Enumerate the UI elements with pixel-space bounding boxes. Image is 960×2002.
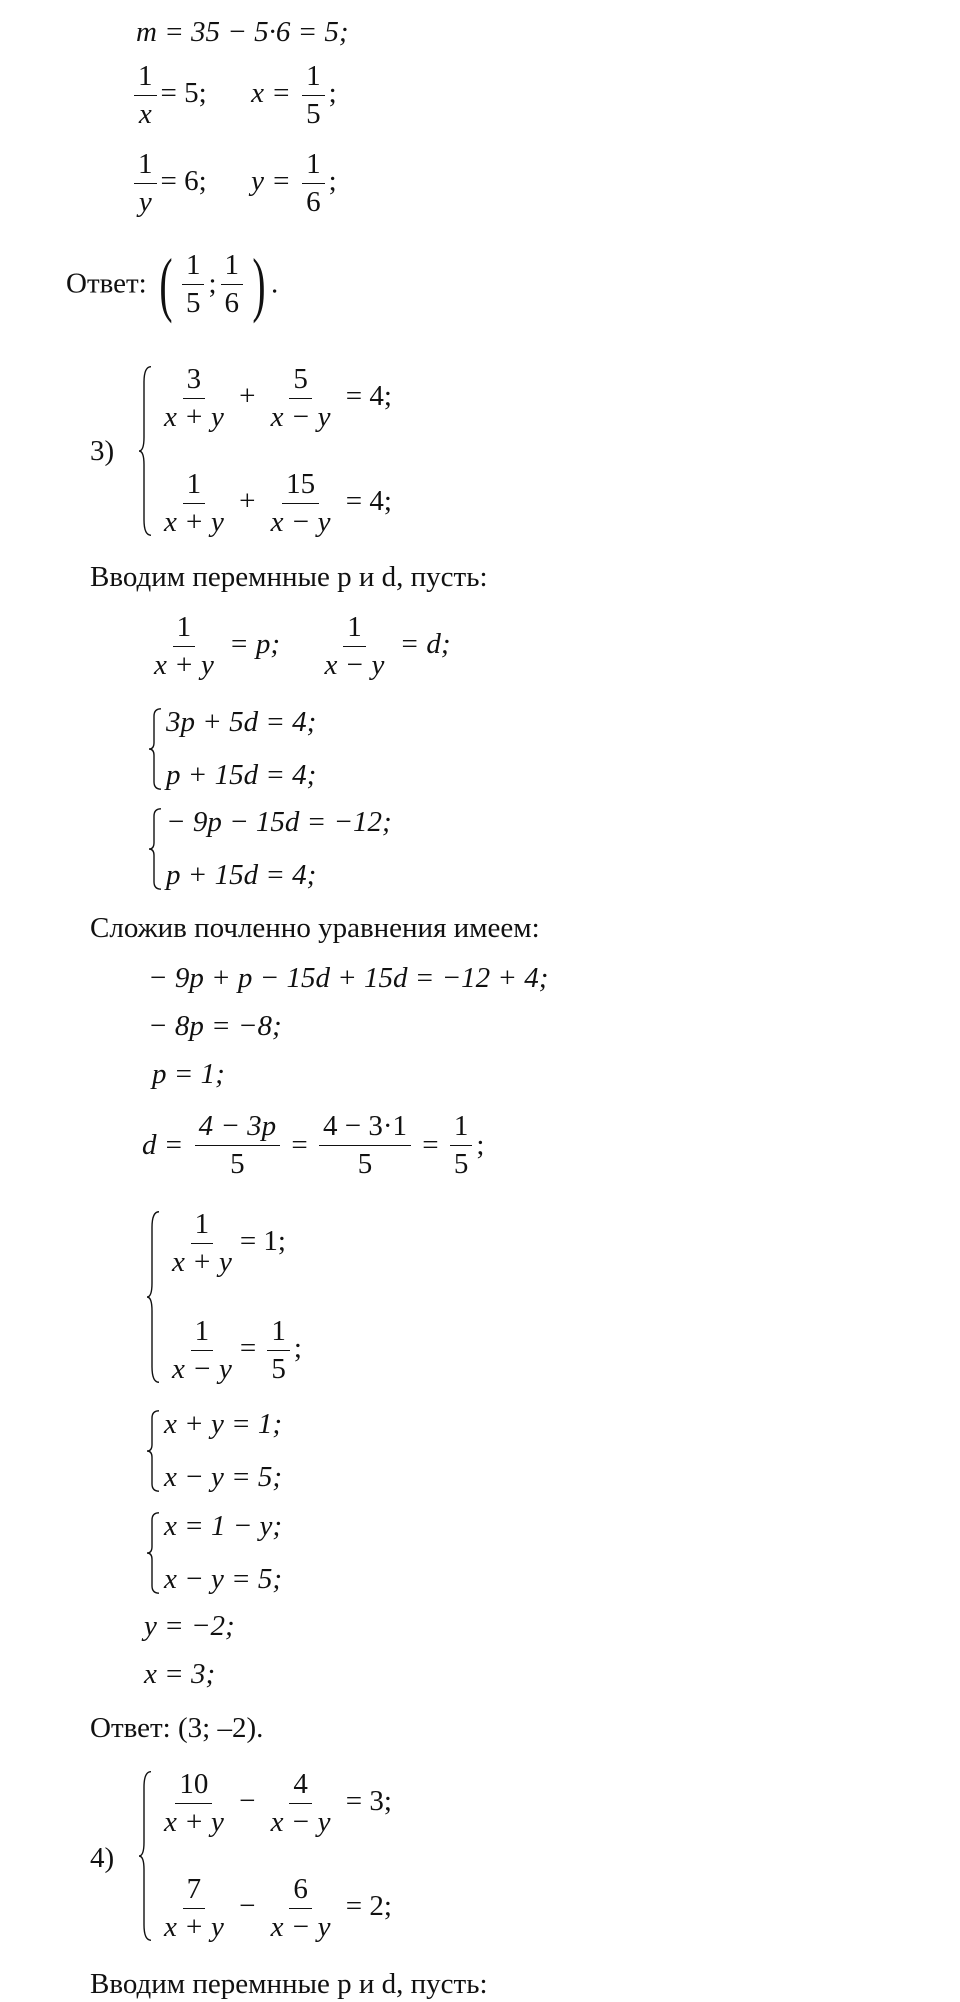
equation-inverse-y — [130, 150, 337, 217]
brace-icon — [138, 365, 152, 537]
fraction — [134, 150, 157, 217]
system-row: 3p + 5d = 4; — [166, 706, 317, 738]
system-a — [148, 708, 316, 790]
numerator: 1 — [302, 150, 325, 184]
numerator: 1 — [302, 62, 325, 96]
brace-icon — [148, 708, 162, 790]
system-d — [146, 1410, 282, 1492]
sum-step-2: − 8p = −8; — [148, 1010, 282, 1042]
intro-variables-2: Вводим перемнные p и d, пусть: — [90, 1968, 488, 2000]
fraction: $\frac{10}{x + y}$ — [164, 1768, 224, 1838]
y-value: y = −2; — [144, 1610, 235, 1642]
punctuation: . — [271, 267, 279, 300]
system-row: p + 15d = 4; — [166, 759, 317, 791]
numerator: 1 — [221, 251, 244, 285]
brace-icon — [146, 1512, 160, 1594]
brace-icon — [146, 1410, 160, 1492]
substitution-line: $\frac{1}{x + y}$ = p; $\frac{1}{x - y}$ = d; — [146, 613, 451, 680]
fraction: $\frac{7}{x + y}$ — [164, 1873, 224, 1943]
sum-step-1: − 9p + p − 15d + 15d = −12 + 4; — [148, 962, 549, 994]
fraction: $\frac{3}{x + y}$ — [164, 363, 224, 433]
brace-icon — [138, 1770, 152, 1942]
fraction: $\frac{4 - 3p}{5}$ — [195, 1112, 281, 1179]
fraction: $\frac{1}{x + y}$ — [172, 1208, 232, 1278]
x-value: x = 3; — [144, 1658, 216, 1690]
system-row: − 9p − 15d = −12; — [166, 806, 392, 838]
equation-rhs: = 5; — [160, 77, 207, 110]
system-row: $\frac{1}{x - y}$ = $\frac{1}{5}$ ; — [164, 1317, 302, 1384]
sum-step-3: p = 1; — [152, 1058, 225, 1090]
system-row: p + 15d = 4; — [166, 859, 317, 891]
denominator: 6 — [306, 186, 321, 218]
fraction: $\frac{1}{x + y}$ — [164, 468, 224, 538]
fraction — [134, 62, 157, 129]
brace-icon — [148, 808, 162, 890]
fraction: $\frac{4 - 3\cdot 1}{5}$ — [319, 1112, 411, 1179]
task-4-label: 4) — [90, 1842, 115, 1874]
fraction: $\frac{5}{x - y}$ — [270, 363, 331, 433]
numerator: 1 — [134, 150, 157, 184]
equation-lhs: y = — [251, 165, 291, 198]
answer-task-3: Ответ: (3; –2). — [90, 1712, 264, 1744]
left-paren: ( — [159, 244, 173, 324]
d-calculation: d = $\frac{4 - 3p}{5}$ = $\frac{4 - 3\cdot 1}{5}$ = $\frac{1}{5}$ ; — [142, 1110, 485, 1180]
brace-icon — [146, 1210, 160, 1384]
right-paren: ) — [252, 244, 266, 324]
equation-m: m = 35 − 5·6 = 5; — [136, 16, 349, 48]
system-row: x − y = 5; — [164, 1563, 283, 1595]
fraction — [182, 248, 205, 319]
denominator: x — [138, 98, 152, 130]
numerator: 1 — [134, 62, 157, 96]
punctuation: ; — [328, 77, 337, 110]
fraction: $\frac{1}{x - y}$ — [172, 1315, 232, 1385]
system-e — [146, 1512, 282, 1594]
punctuation: ; — [328, 165, 337, 198]
answer-label: Ответ: — [66, 267, 147, 300]
fraction: $\frac{15}{x - y}$ — [270, 468, 331, 538]
fraction: $\frac{4}{x - y}$ — [270, 1768, 331, 1838]
equation-rhs: = 6; — [160, 165, 207, 198]
fraction — [302, 62, 325, 129]
equation-lhs: x = — [251, 77, 291, 110]
denominator: 5 — [306, 98, 321, 130]
system-row: $\frac{3}{x + y}$ + $\frac{5}{x - y}$ = 4; — [156, 365, 392, 432]
fraction — [302, 150, 325, 217]
task-3-label: 3) — [90, 435, 115, 467]
fraction — [221, 248, 244, 319]
sum-intro: Сложив почленно уравнения имеем: — [90, 912, 540, 944]
system-c — [146, 1210, 302, 1384]
denominator: 5 — [185, 286, 201, 319]
fraction: $\frac{1}{x + y}$ — [154, 611, 214, 681]
system-b — [148, 808, 392, 890]
system-row: x + y = 1; — [164, 1408, 283, 1440]
system-row: x − y = 5; — [164, 1461, 283, 1493]
denominator: y — [138, 186, 152, 218]
numerator: 1 — [182, 251, 205, 285]
equation-inverse-x — [130, 62, 337, 129]
system-row: $\frac{1}{x + y}$ = 1; — [164, 1210, 302, 1277]
system-task-3 — [138, 365, 392, 537]
fraction: $\frac{1}{5}$ — [267, 1317, 290, 1384]
denominator: 6 — [224, 286, 240, 319]
system-task-4 — [138, 1770, 392, 1942]
system-row: x = 1 − y; — [164, 1510, 283, 1542]
punctuation: ; — [208, 267, 217, 300]
answer-task-2 — [66, 244, 279, 324]
system-row: $\frac{10}{x + y}$ − $\frac{4}{x - y}$ = 3; — [156, 1770, 392, 1837]
system-row: $\frac{1}{x + y}$ + $\frac{15}{x - y}$ = 4; — [156, 470, 392, 537]
fraction: $\frac{6}{x - y}$ — [270, 1873, 331, 1943]
intro-variables: Вводим перемнные p и d, пусть: — [90, 561, 488, 593]
fraction: $\frac{1}{5}$ — [450, 1112, 473, 1179]
system-row: $\frac{7}{x + y}$ − $\frac{6}{x - y}$ = 2; — [156, 1875, 392, 1942]
fraction: $\frac{1}{x - y}$ — [324, 611, 385, 681]
